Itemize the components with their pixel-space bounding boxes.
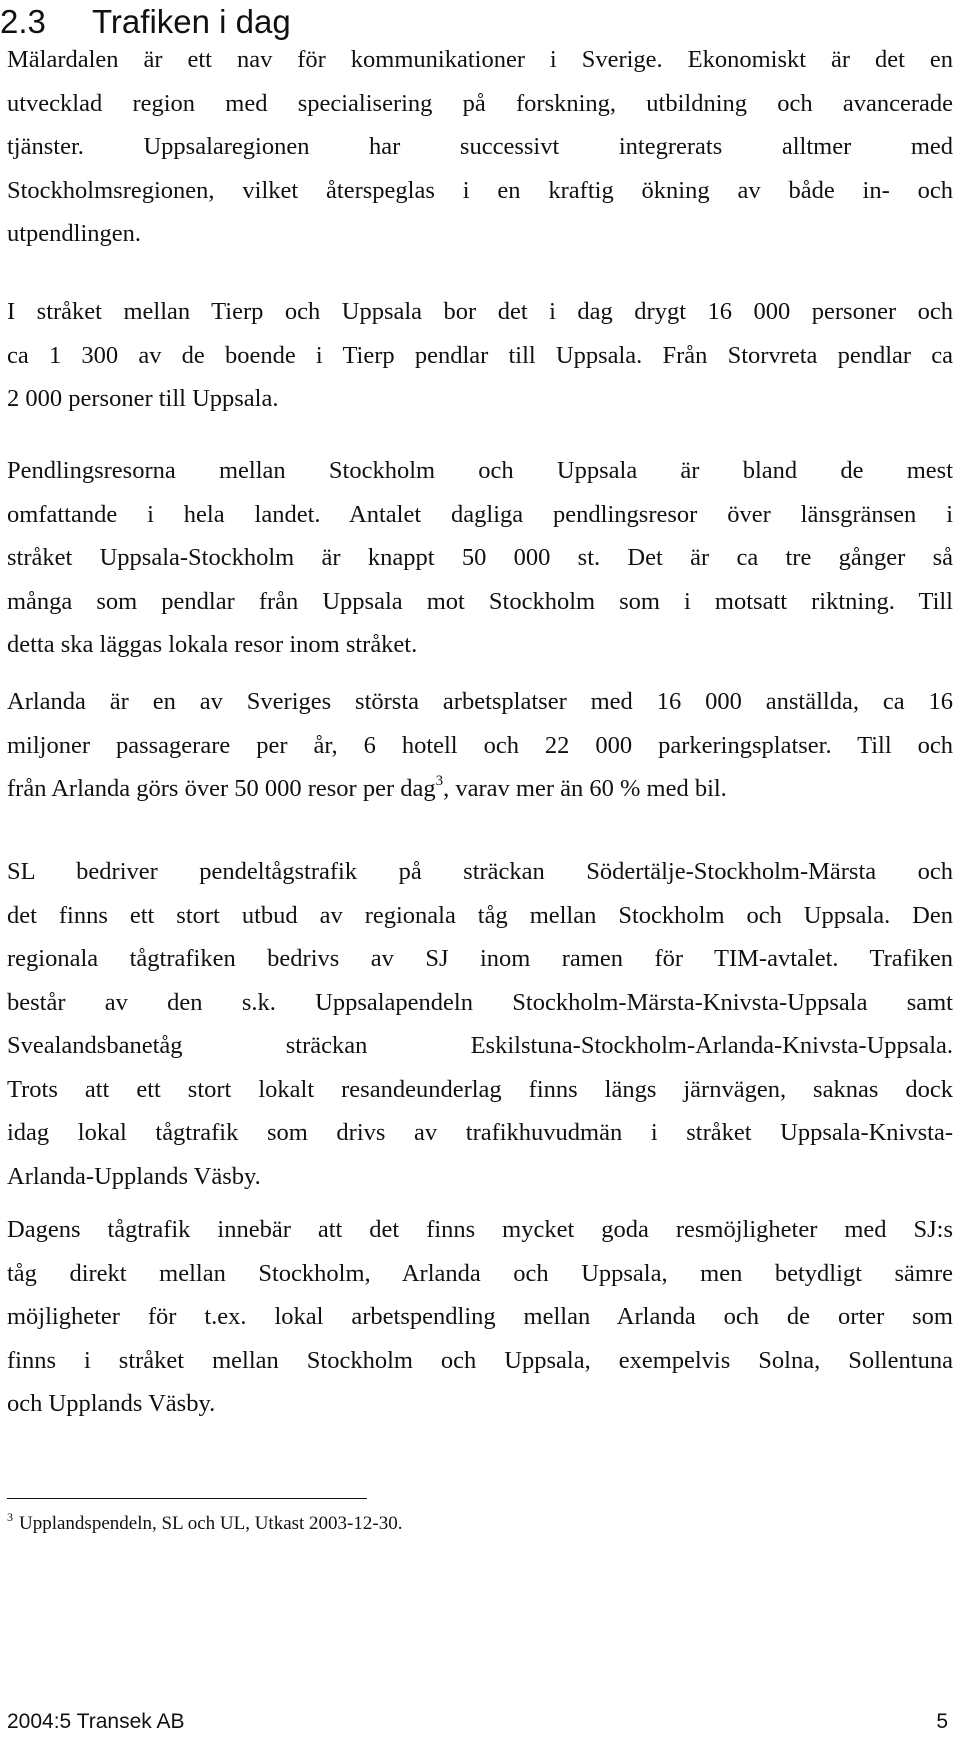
text-line: tjänster. Uppsalaregionen har successivt integrerats alltmer med — [7, 133, 953, 160]
text-line: Arlanda är en av Sveriges största arbetsplatser med 16 000 anställda, ca 16 — [7, 688, 953, 715]
paragraph-6 — [7, 1208, 953, 1426]
text-line: idag lokal tågtrafik som drivs av trafikhuvudmän i stråket Uppsala-Knivsta- — [7, 1119, 953, 1146]
text-line: Mälardalen är ett nav för kommunikationer i Sverige. Ekonomiskt är det en — [7, 46, 953, 73]
text-line: regionala tågtrafiken bedrivs av SJ inom ramen för TIM-avtalet. Trafiken — [7, 945, 953, 972]
text-line: och Upplands Väsby. — [7, 1390, 216, 1417]
footer-page-number: 5 — [936, 1710, 948, 1733]
paragraph-5 — [7, 850, 953, 1198]
text-line: det finns ett stort utbud av regionala tåg mellan Stockholm och Uppsala. Den — [7, 901, 953, 929]
text-line: 2 000 personer till Uppsala. — [7, 385, 279, 412]
text-segment: från Arlanda görs över 50 000 resor per dag — [7, 775, 436, 802]
text-line: många som pendlar från Uppsala mot Stockholm som i motsatt riktning. Till — [7, 587, 953, 615]
text-line: omfattande i hela landet. Antalet dagliga pendlingsresor över länsgränsen i — [7, 500, 953, 528]
text-line: består av den s.k. Uppsalapendeln Stockholm-Märsta-Knivsta-Uppsala samt — [7, 988, 953, 1016]
paragraph-4 — [7, 680, 953, 811]
footnote-marker: 3 — [7, 1510, 13, 1524]
text-line: finns i stråket mellan Stockholm och Uppsala, exempelvis Solna, Sollentuna — [7, 1346, 953, 1374]
text-line: Stockholmsregionen, vilket återspeglas i en kraftig ökning av både in- och — [7, 176, 953, 204]
text-line: Pendlingsresorna mellan Stockholm och Uppsala är bland de mest — [7, 457, 953, 484]
footer-report-id: 2004:5 Transek AB — [7, 1710, 185, 1733]
section-number: 2.3 — [0, 3, 46, 40]
text-line: Svealandsbanetåg sträckan Eskilstuna-Stockholm-Arlanda-Knivsta-Uppsala. — [7, 1032, 953, 1059]
paragraph-2 — [7, 290, 953, 421]
text-line: Dagens tågtrafik innebär att det finns mycket goda resmöjligheter med SJ:s — [7, 1216, 953, 1243]
text-line: SL bedriver pendeltågstrafik på sträckan Södertälje-Stockholm-Märsta och — [7, 858, 953, 885]
footnote — [7, 1512, 402, 1536]
text-line: stråket Uppsala-Stockholm är knappt 50 000 st. Det är ca tre gånger så — [7, 544, 953, 571]
section-title: Trafiken i dag — [92, 3, 291, 40]
paragraph-1 — [7, 38, 953, 256]
text-segment: , varav mer än 60 % med bil. — [443, 775, 727, 802]
text-line-with-footnote-ref — [7, 767, 953, 811]
text-line: detta ska läggas lokala resor inom stråket. — [7, 631, 418, 658]
text-line: Trots att ett stort lokalt resandeunderlag finns längs järnvägen, saknas dock — [7, 1075, 953, 1103]
footnote-text: Upplandspendeln, SL och UL, Utkast 2003-12-30. — [19, 1513, 403, 1534]
footnote-divider — [7, 1498, 367, 1499]
paragraph-3 — [7, 449, 953, 667]
text-line: Arlanda-Upplands Väsby. — [7, 1162, 261, 1190]
text-line: ca 1 300 av de boende i Tierp pendlar till Uppsala. Från Storvreta pendlar ca — [7, 341, 953, 369]
text-line: tåg direkt mellan Stockholm, Arlanda och Uppsala, men betydligt sämre — [7, 1259, 953, 1287]
footnote-reference[interactable]: 3 — [435, 773, 444, 789]
text-line: miljoner passagerare per år, 6 hotell och 22 000 parkeringsplatser. Till och — [7, 731, 953, 759]
text-line: I stråket mellan Tierp och Uppsala bor det i dag drygt 16 000 personer och — [7, 298, 953, 325]
section-heading — [0, 2, 291, 42]
text-line: utpendlingen. — [7, 220, 142, 247]
text-line: utvecklad region med specialisering på forskning, utbildning och avancerade — [7, 89, 953, 117]
text-line: möjligheter för t.ex. lokal arbetspendling mellan Arlanda och de orter som — [7, 1303, 953, 1330]
